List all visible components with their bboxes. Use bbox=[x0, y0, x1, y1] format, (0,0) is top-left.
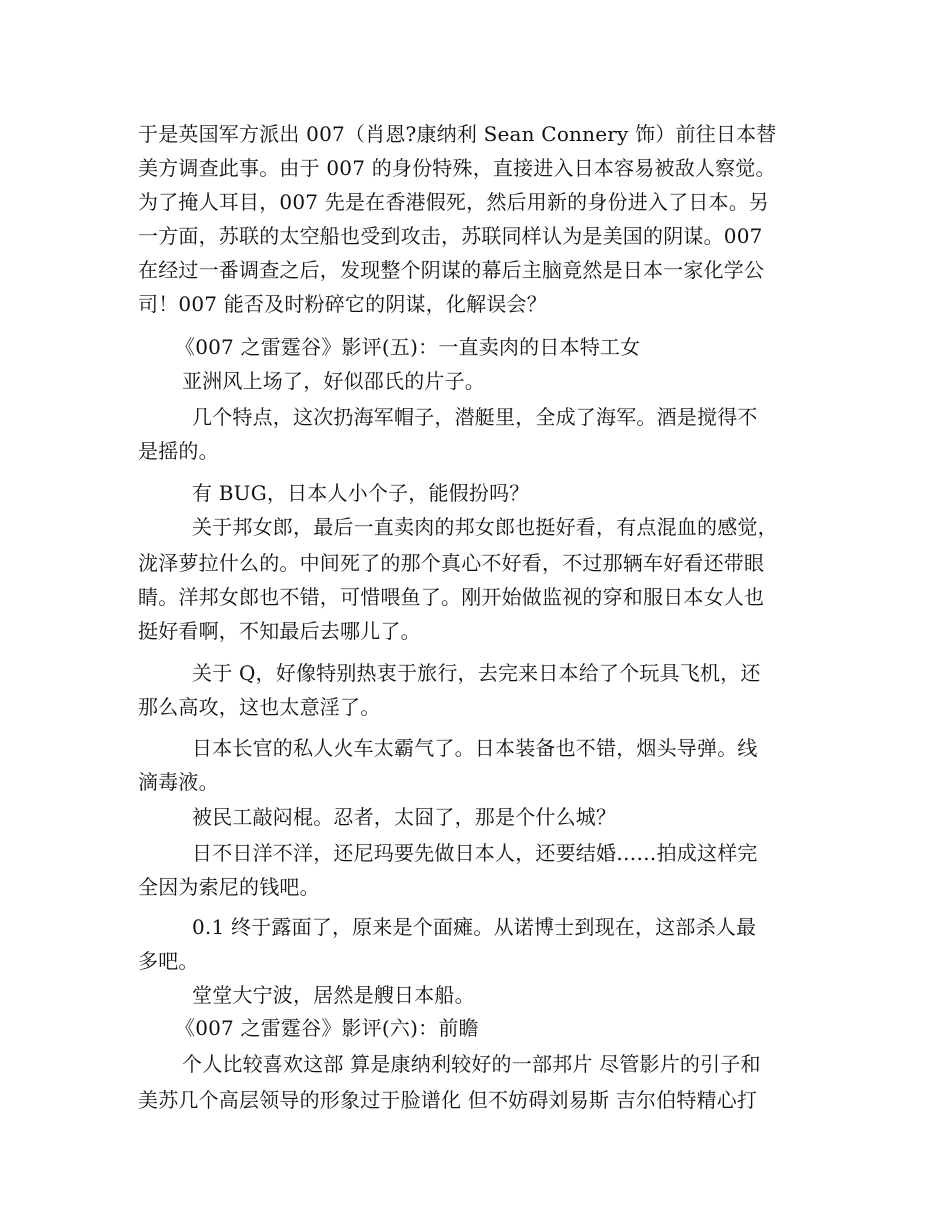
text-line: 美方调查此事。由于 007 的身份特殊，直接进入日本容易被敌人察觉。 bbox=[138, 156, 776, 180]
text-line: 泷泽萝拉什么的。中间死了的那个真心不好看，不过那辆车好看还带眼 bbox=[138, 551, 765, 575]
text-line: 个人比较喜欢这部 算是康纳利较好的一部邦片 尽管影片的引子和 bbox=[182, 1052, 761, 1076]
text-line: 多吧。 bbox=[138, 949, 199, 973]
text-line: 日本长官的私人火车太霸气了。日本装备也不错，烟头导弹。线 bbox=[192, 736, 758, 760]
text-line: 司！007 能否及时粉碎它的阴谋，化解误会？ bbox=[138, 292, 547, 316]
section-heading: 《007 之雷霆谷》影评(六)：前瞻 bbox=[175, 1016, 479, 1040]
section-heading: 《007 之雷霆谷》影评(五)：一直卖肉的日本特工女 bbox=[175, 335, 641, 359]
text-line: 一方面，苏联的太空船也受到攻击，苏联同样认为是美国的阴谋。007 bbox=[138, 224, 763, 248]
text-line: 关于 Q，好像特别热衷于旅行，去完来日本给了个玩具飞机，还 bbox=[192, 661, 761, 685]
text-line: 挺好看啊，不知最后去哪儿了。 bbox=[138, 619, 421, 643]
text-line: 日不日洋不洋，还尼玛要先做日本人，还要结婚……拍成这样完 bbox=[192, 841, 758, 865]
text-line: 关于邦女郎，最后一直卖肉的邦女郎也挺好看，有点混血的感觉， bbox=[192, 515, 778, 539]
text-line: 有 BUG，日本人小个子，能假扮吗？ bbox=[192, 481, 530, 505]
text-line: 堂堂大宁波，居然是艘日本船。 bbox=[192, 983, 475, 1007]
text-line: 几个特点，这次扔海军帽子，潜艇里，全成了海军。酒是搅得不 bbox=[192, 405, 758, 429]
text-line: 被民工敲闷棍。忍者，太囧了，那是个什么城？ bbox=[192, 805, 617, 829]
text-line: 是摇的。 bbox=[138, 439, 219, 463]
text-line: 0.1 终于露面了，原来是个面瘫。从诺博士到现在，这部杀人最 bbox=[192, 915, 757, 939]
text-line: 为了掩人耳目，007 先是在香港假死，然后用新的身份进入了日本。另 bbox=[138, 190, 770, 214]
text-line: 睛。洋邦女郎也不错，可惜喂鱼了。刚开始做监视的穿和服日本女人也 bbox=[138, 585, 765, 609]
text-line: 亚洲风上场了，好似邵氏的片子。 bbox=[182, 369, 485, 393]
text-line: 于是英国军方派出 007（肖恩?康纳利 Sean Connery 饰）前往日本替 bbox=[138, 122, 777, 146]
text-line: 滴毒液。 bbox=[138, 770, 219, 794]
text-line: 美苏几个高层领导的形象过于脸谱化 但不妨碍刘易斯 吉尔伯特精心打 bbox=[138, 1088, 758, 1112]
text-line: 那么高攻，这也太意淫了。 bbox=[138, 695, 381, 719]
text-line: 全因为索尼的钱吧。 bbox=[138, 875, 320, 899]
text-line: 在经过一番调查之后，发现整个阴谋的幕后主脑竟然是日本一家化学公 bbox=[138, 258, 765, 282]
